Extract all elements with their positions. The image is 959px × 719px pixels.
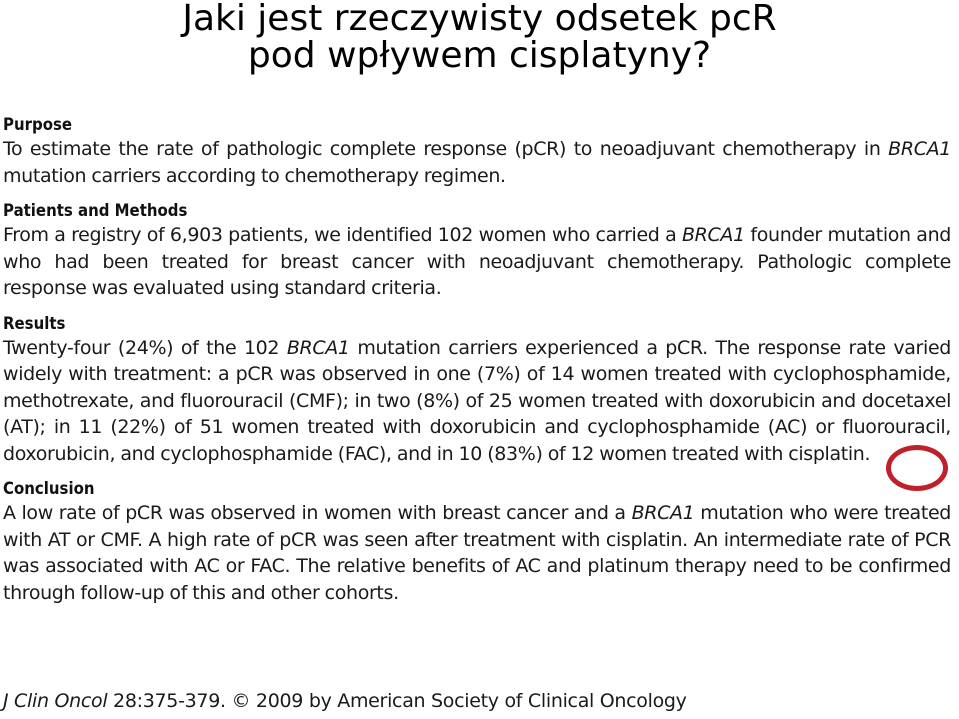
conclusion-text	[3, 500, 951, 606]
gene-name: BRCA1	[631, 502, 695, 524]
title-line-2: pod wpływem cisplatyny?	[247, 35, 712, 76]
results-text-part: mutation carriers experienced a pCR. The response rate varied widely with treatment: a pCR was observed in one (7%) of 14 women treated with cyclophosphamide, methotrexate, and fluorouracil (CMF); in two (8%) of 25 women treated with doxorubicin and docetaxel (AT); in 11 (22%) of 51 women treated with doxorubicin and cyclophosphamide (AC) or fluorouracil, doxorubicin, and cyclophosphamide (FAC), and in 10 (83%) of 12 women treated with cisplatin.	[3, 336, 951, 465]
methods-heading: Patients and Methods	[3, 201, 188, 221]
results-text-part: Twenty-four (24%) of the 102	[3, 336, 287, 359]
purpose-text	[3, 136, 951, 189]
abstract	[3, 114, 951, 617]
results-heading: Results	[3, 313, 66, 334]
citation-journal: J Clin Oncol	[3, 690, 108, 712]
gene-name: BRCA1	[681, 224, 745, 246]
gene-name: BRCA1	[888, 138, 951, 160]
slide-title	[0, 0, 959, 74]
methods-text-part: From a registry of 6,903 patients, we identified 102 women who carried a	[3, 224, 682, 246]
citation-details: 28:375-379. © 2009 by American Society of Clinical Oncology	[107, 690, 687, 712]
methods-text	[3, 222, 951, 302]
purpose-text-part: mutation carriers according to chemotherapy regimen.	[3, 164, 506, 187]
purpose-text-part: To estimate the rate of pathologic complete response (pCR) to neoadjuvant chemotherapy in	[3, 138, 889, 160]
highlight-circle	[886, 445, 948, 491]
gene-name: BRCA1	[286, 336, 350, 359]
conclusion-text-part: A low rate of pCR was observed in women with breast cancer and a	[3, 502, 632, 524]
title-line-1: Jaki jest rzeczywisty odsetek pcR	[182, 0, 777, 39]
results-text	[3, 335, 951, 468]
methods-text-part: founder mutation and who had been treated for breast cancer with neoadjuvant chemotherapy. Pathologic complete response was evaluated using standard criteria.	[3, 224, 951, 299]
citation	[3, 690, 687, 712]
conclusion-heading: Conclusion	[3, 479, 95, 499]
conclusion-text-part: mutation who were treated with AT or CMF. A high rate of pCR was seen after treatment with cisplatin. An intermediate rate of PCR was associated with AC or FAC. The relative benefits of AC and platinum therapy need to be confirmed through follow-up of this and other cohorts.	[3, 502, 951, 604]
purpose-heading: Purpose	[3, 115, 73, 135]
